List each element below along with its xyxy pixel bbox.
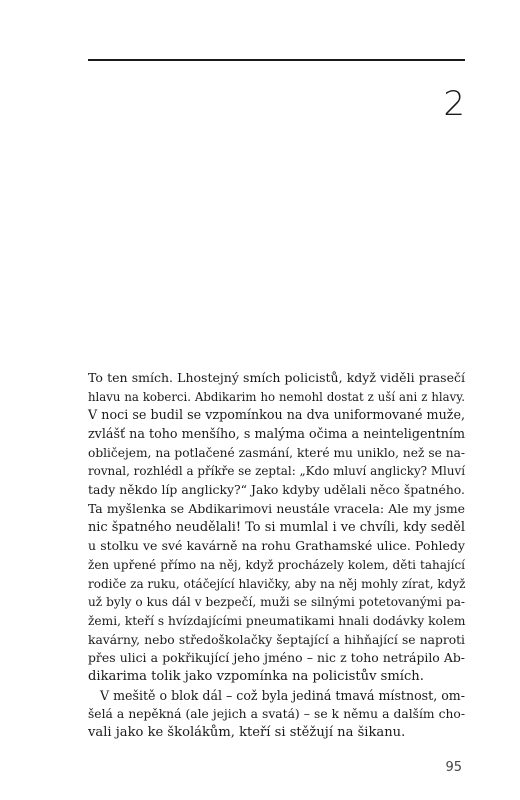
paragraph-2: [88, 687, 465, 743]
text-line: dikarima tolik jako vzpomínka na policistův smích.: [88, 669, 424, 684]
body-text: [88, 369, 465, 743]
text-line: To ten smích. Lhostejný smích policistů, když viděli prasečí: [88, 370, 465, 385]
text-line: přes ulici a pokřikující jeho jméno – nic z toho netrápilo Ab-: [88, 650, 465, 666]
page-number: 95: [445, 760, 462, 775]
text-line: V noci se budil se vzpomínkou na dva uniformované muže,: [88, 407, 465, 423]
text-line: vali jako ke školákům, kteří si stěžují na šikanu.: [88, 725, 406, 741]
text-line: zvlášť na toho menšího, s malýma očima a neinteligentním: [88, 426, 465, 442]
text-line: Ta myšlenka se Abdikarimovi neustále vracela: Ale my jsme: [88, 500, 465, 516]
text-line: tady někdo líp anglicky?“ Jako kdyby udělali něco špatného.: [88, 482, 465, 498]
text-line: obličejem, na potlačené zasmání, které mu uniklo, než se na-: [88, 445, 465, 460]
text-line: hlavu na koberci. Abdikarim ho nemohl dostat z uší ani z hlavy.: [88, 389, 465, 404]
chapter-number: 2: [443, 84, 465, 124]
text-line: rodiče za ruku, otáčející hlavičky, aby na něj mohly zírat, když: [88, 576, 466, 591]
chapter-top-rule: [88, 59, 465, 61]
text-line: žen upřené přímo na něj, když procházely kolem, děti tahající: [88, 557, 465, 572]
text-line: V mešitě o blok dál – což byla jediná tmavá místnost, om-: [100, 687, 465, 703]
text-line: už byly o kus dál v bezpečí, muži se silnými potetovanými pa-: [88, 595, 465, 610]
text-line: žemi, kteří s hvízdajícími pneumatikami hnali dodávky kolem: [88, 613, 466, 628]
text-line: u stolku ve své kavárně na rohu Grathamské ulice. Pohledy: [88, 538, 465, 554]
text-line: nic špatného neudělali! To si mumlal i ve chvíli, kdy seděl: [88, 519, 465, 535]
text-line: šelá a nepěkná (ale jejich a svatá) – se k němu a dalším cho-: [88, 707, 465, 722]
text-line: kavárny, nebo středoškolačky šeptající a hihňající se naproti: [88, 632, 465, 647]
text-line: rovnal, rozhlédl a příkře se zeptal: „Kdo mluví anglicky? Mluví: [88, 464, 465, 479]
paragraph-1: [88, 369, 465, 687]
